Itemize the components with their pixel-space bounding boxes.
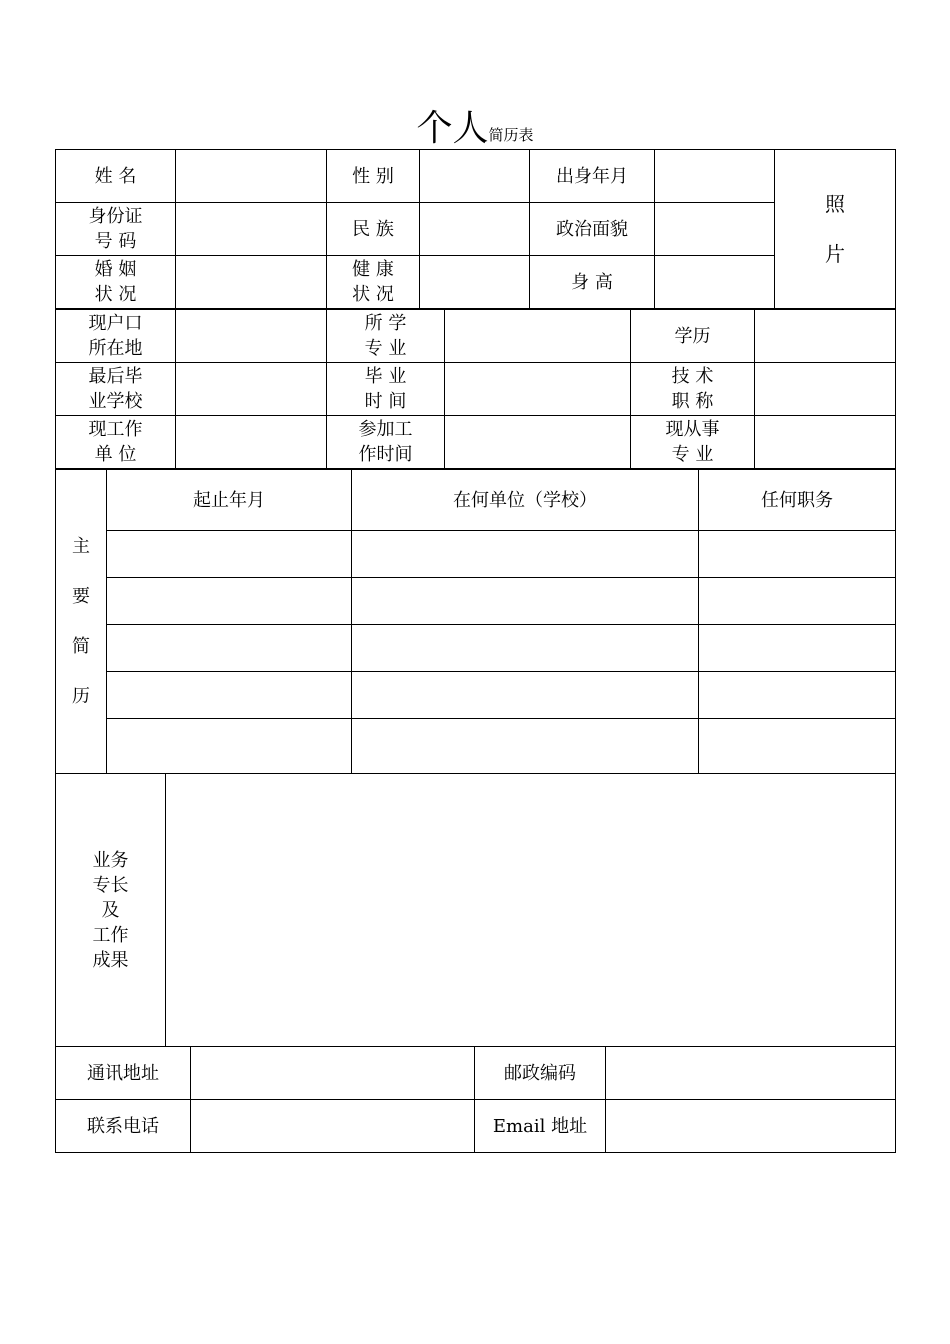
major-label: 所 学 专 业 <box>327 310 445 363</box>
expertise-table <box>55 773 896 1047</box>
grad-time-field[interactable] <box>445 363 631 416</box>
grad-time-label: 毕 业 时 间 <box>327 363 445 416</box>
ethnicity-field[interactable] <box>420 203 530 256</box>
history-cell-period[interactable] <box>107 531 352 578</box>
political-field[interactable] <box>655 203 775 256</box>
email-field[interactable] <box>606 1100 896 1153</box>
postcode-label: 邮政编码 <box>475 1047 606 1100</box>
ethnicity-label: 民 族 <box>327 203 420 256</box>
table-row <box>56 672 896 719</box>
history-side-label: 主 要 简 历 <box>56 470 107 774</box>
history-header-unit: 在何单位（学校） <box>352 470 699 531</box>
history-cell-unit[interactable] <box>352 719 699 774</box>
id-label: 身份证 号 码 <box>56 203 176 256</box>
title-sub: 简历表 <box>488 126 534 144</box>
health-label: 健 康 状 况 <box>327 256 420 309</box>
work-start-label: 参加工 作时间 <box>327 416 445 469</box>
title-main: 个人 <box>416 108 489 149</box>
address-label: 通讯地址 <box>56 1047 191 1100</box>
health-field[interactable] <box>420 256 530 309</box>
field-field[interactable] <box>755 416 896 469</box>
employer-label: 现工作 单 位 <box>56 416 176 469</box>
contact-table <box>55 1046 896 1153</box>
tech-title-label: 技 术 职 称 <box>631 363 755 416</box>
field-label: 现从事 专 业 <box>631 416 755 469</box>
name-label: 姓 名 <box>56 150 176 203</box>
history-header-period: 起止年月 <box>107 470 352 531</box>
history-cell-period[interactable] <box>107 672 352 719</box>
table-row <box>56 625 896 672</box>
history-cell-position[interactable] <box>699 672 896 719</box>
email-label: Email 地址 <box>475 1100 606 1153</box>
height-field[interactable] <box>655 256 775 309</box>
history-cell-period[interactable] <box>107 625 352 672</box>
history-cell-position[interactable] <box>699 625 896 672</box>
expertise-field[interactable] <box>166 774 896 1047</box>
work-start-field[interactable] <box>445 416 631 469</box>
marital-label: 婚 姻 状 况 <box>56 256 176 309</box>
school-label: 最后毕 业学校 <box>56 363 176 416</box>
name-field[interactable] <box>176 150 327 203</box>
phone-field[interactable] <box>191 1100 475 1153</box>
table-row <box>56 578 896 625</box>
major-field[interactable] <box>445 310 631 363</box>
postcode-field[interactable] <box>606 1047 896 1100</box>
id-field[interactable] <box>176 203 327 256</box>
history-cell-position[interactable] <box>699 719 896 774</box>
history-cell-unit[interactable] <box>352 625 699 672</box>
education-table <box>55 309 896 469</box>
birth-field[interactable] <box>655 150 775 203</box>
page-title <box>0 100 950 151</box>
employer-field[interactable] <box>176 416 327 469</box>
history-cell-unit[interactable] <box>352 531 699 578</box>
marital-field[interactable] <box>176 256 327 309</box>
degree-label: 学历 <box>631 310 755 363</box>
political-label: 政治面貌 <box>530 203 655 256</box>
history-header-position: 任何职务 <box>699 470 896 531</box>
table-row <box>56 531 896 578</box>
degree-field[interactable] <box>755 310 896 363</box>
hukou-field[interactable] <box>176 310 327 363</box>
school-field[interactable] <box>176 363 327 416</box>
tech-title-field[interactable] <box>755 363 896 416</box>
address-field[interactable] <box>191 1047 475 1100</box>
history-cell-period[interactable] <box>107 719 352 774</box>
height-label: 身 高 <box>530 256 655 309</box>
hukou-label: 现户口 所在地 <box>56 310 176 363</box>
basic-info-table <box>55 149 896 309</box>
photo-box[interactable]: 照 片 <box>775 150 896 309</box>
phone-label: 联系电话 <box>56 1100 191 1153</box>
history-cell-position[interactable] <box>699 578 896 625</box>
table-row <box>56 719 896 774</box>
expertise-label: 业务 专长 及 工作 成果 <box>56 774 166 1047</box>
history-cell-period[interactable] <box>107 578 352 625</box>
history-cell-position[interactable] <box>699 531 896 578</box>
history-cell-unit[interactable] <box>352 578 699 625</box>
gender-label: 性 别 <box>327 150 420 203</box>
history-table <box>55 469 896 774</box>
gender-field[interactable] <box>420 150 530 203</box>
birth-label: 出身年月 <box>530 150 655 203</box>
history-cell-unit[interactable] <box>352 672 699 719</box>
